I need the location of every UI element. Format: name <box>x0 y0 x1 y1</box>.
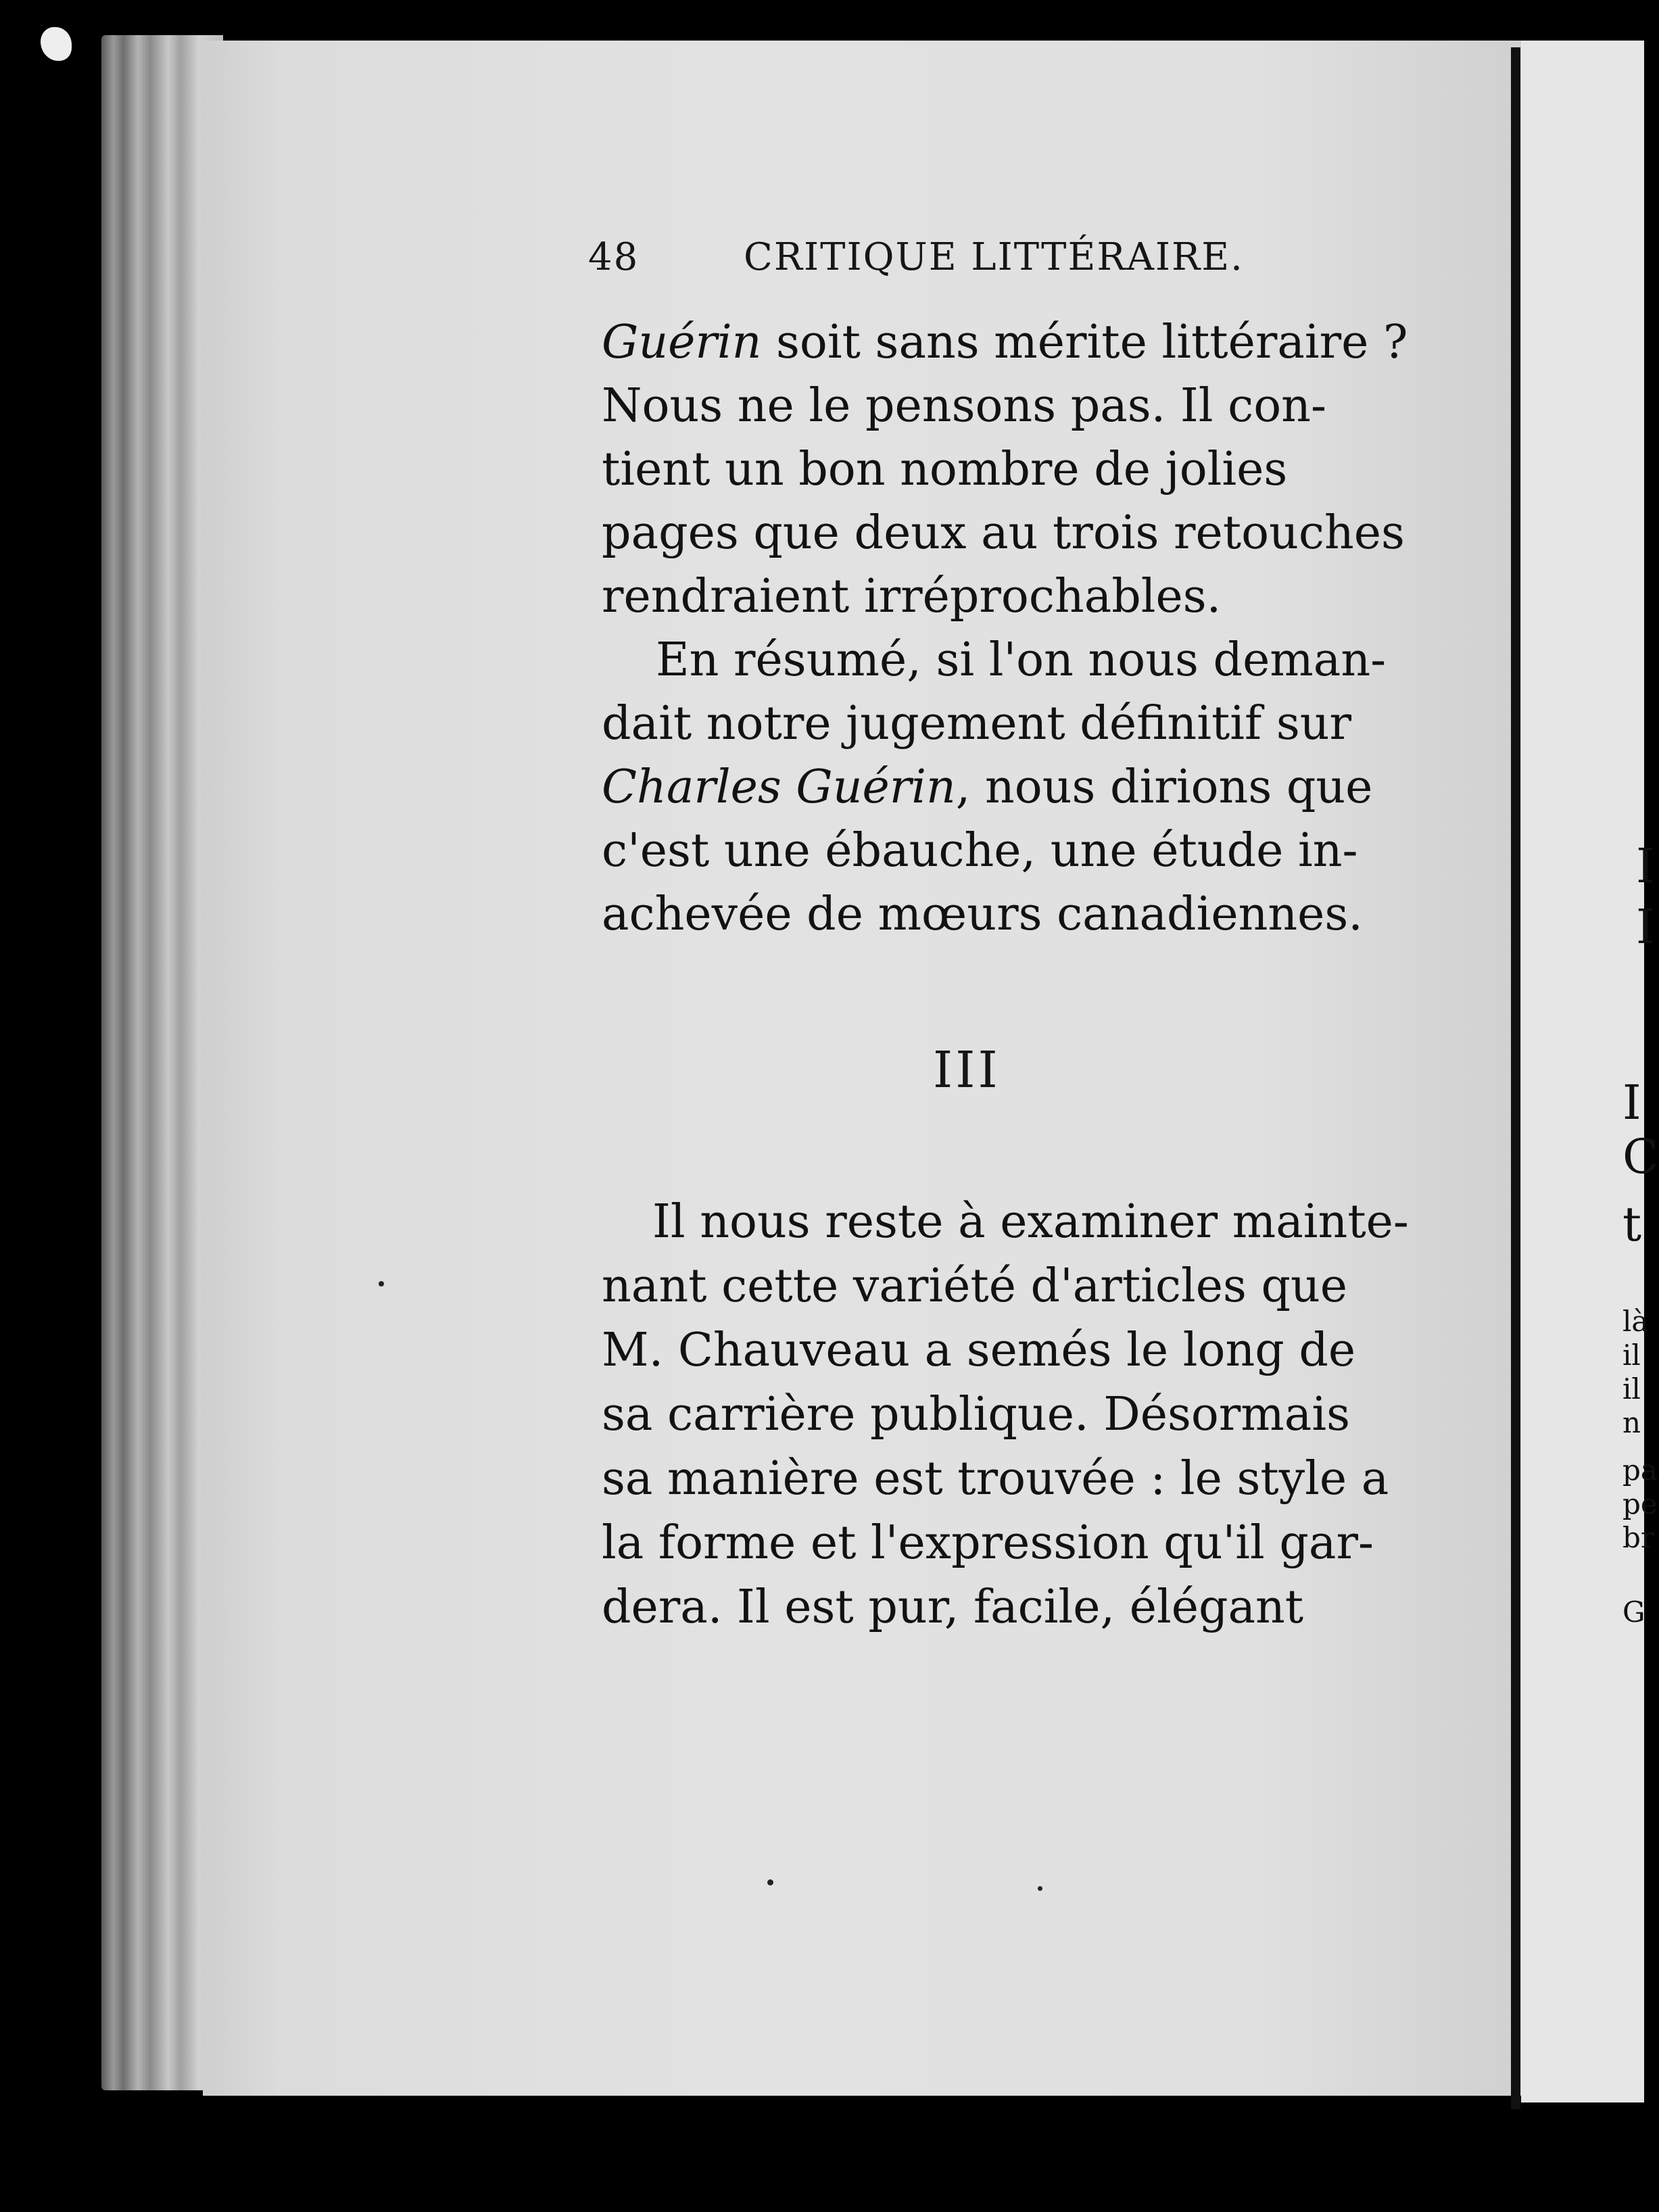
paragraph <box>602 1190 1440 1639</box>
running-header <box>588 230 1312 284</box>
facing-text-fragment: il <box>1622 1339 1641 1372</box>
text-line: sa manière est trouvée : le style a <box>602 1452 1389 1506</box>
dust-speck <box>379 1281 384 1287</box>
text-line: c'est une ébauche, une étude in- <box>602 824 1358 877</box>
text-line: En résumé, si l'on nous deman- <box>656 633 1387 687</box>
facing-text-fragment: là <box>1622 1305 1649 1338</box>
text-line: sa carrière publique. Désormais <box>602 1388 1350 1441</box>
text-block-bottom <box>602 1190 1440 1639</box>
facing-text-fragment: br <box>1622 1521 1654 1554</box>
text-line: achevée de mœurs canadiennes. <box>602 888 1363 941</box>
section-heading: III <box>933 1041 1001 1099</box>
italic-title: Charles Guérin <box>602 761 956 814</box>
text-line: la forme et l'expression qu'il gar- <box>602 1516 1374 1570</box>
book-gutter <box>1511 47 1520 2109</box>
paragraph <box>602 629 1440 946</box>
paragraph <box>602 311 1440 629</box>
facing-text-fragment: G <box>1622 1595 1645 1629</box>
facing-text-fragment: I <box>1636 899 1655 955</box>
italic-name: Guérin <box>602 316 762 369</box>
text-line: dait notre jugement définitif sur <box>602 697 1352 750</box>
facing-text-fragment: n <box>1622 1406 1641 1439</box>
dust-speck <box>767 1879 773 1885</box>
facing-text-fragment: pe <box>1622 1487 1658 1520</box>
text-line: dera. Il est pur, facile, élégant <box>602 1581 1304 1634</box>
text-line: Charles Guérin, nous dirions que <box>602 761 1373 814</box>
dust-speck <box>1038 1886 1042 1891</box>
text-line: tient un bon nombre de jolies <box>602 443 1288 496</box>
text-line: Guérin soit sans mérite littéraire ? <box>602 316 1408 369</box>
facing-text-fragment: I <box>1636 838 1655 894</box>
running-title: CRITIQUE LITTÉRAIRE. <box>744 235 1244 279</box>
text-line: M. Chauveau a semés le long de <box>602 1324 1356 1377</box>
facing-text-fragment: I <box>1622 1075 1641 1130</box>
text-line: Il nous reste à examiner mainte- <box>652 1195 1409 1249</box>
facing-text-fragment: C <box>1622 1129 1659 1184</box>
facing-page-fragment <box>1521 41 1659 2102</box>
text-line: rendraient irréprochables. <box>602 570 1222 623</box>
text-line: Nous ne le pensons pas. Il con- <box>602 379 1326 433</box>
page-number: 48 <box>588 235 640 279</box>
facing-text-fragment: pa <box>1622 1453 1658 1487</box>
text-line: pages que deux au trois retouches <box>602 506 1405 560</box>
scan-blot <box>41 27 72 61</box>
text-line: nant cette variété d'articles que <box>602 1259 1348 1313</box>
text-block-top <box>602 311 1440 946</box>
facing-text-fragment: il <box>1622 1372 1641 1405</box>
facing-text-fragment: t <box>1622 1197 1642 1252</box>
